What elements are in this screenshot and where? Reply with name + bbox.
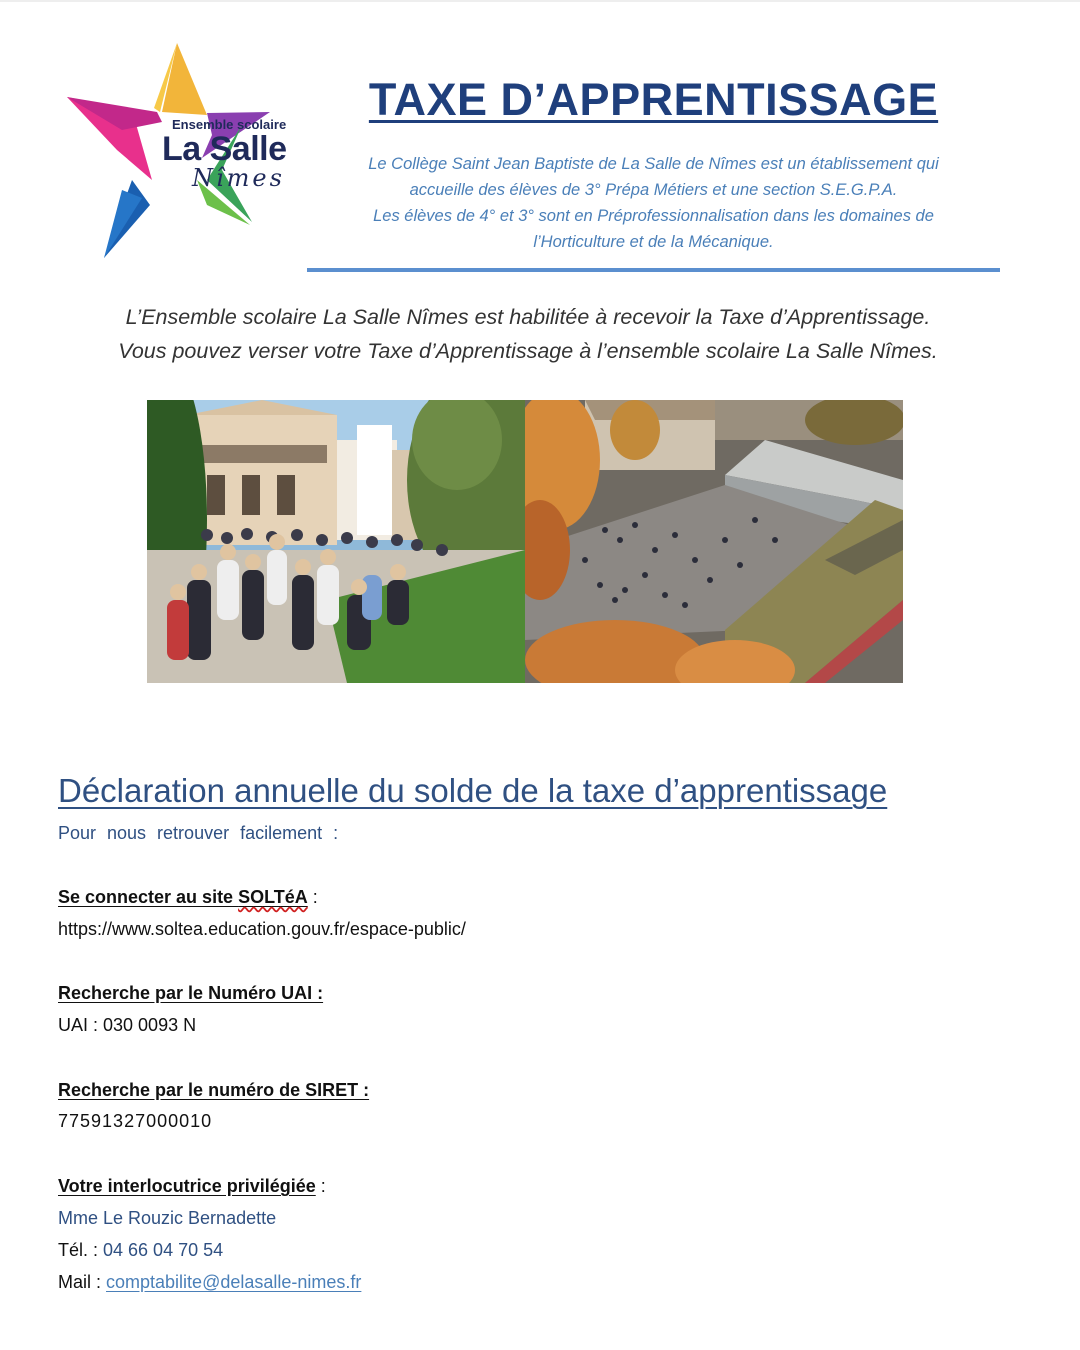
soltea-label-suffix: :: [307, 887, 318, 907]
page-title: TAXE D’APPRENTISSAGE: [368, 74, 939, 125]
contact-label-suffix: :: [315, 1176, 326, 1196]
habilitation-line: Vous pouvez verser votre Taxe d’Apprentissage à l’ensemble scolaire La Salle Nîmes.: [118, 339, 938, 363]
habilitation-line: L’Ensemble scolaire La Salle Nîmes est habilitée à recevoir la Taxe d’Apprentissage.: [125, 305, 931, 329]
mail-prefix: Mail :: [58, 1272, 107, 1292]
contact-name: Mme Le Rouzic Bernadette: [58, 1208, 277, 1228]
contact-label: [58, 1176, 326, 1197]
contact-label-text: Votre interlocutrice privilégiée: [58, 1176, 316, 1196]
intro-line: Les élèves de 4° et 3° sont en Préprofessionnalisation dans les domaines de: [373, 207, 934, 225]
siret-label: [58, 1080, 369, 1101]
soltea-url[interactable]: https://www.soltea.education.gouv.fr/espace-public/: [58, 919, 466, 939]
top-divider: [0, 0, 1080, 2]
logo-main-text: La Salle: [162, 130, 287, 168]
declaration-subtitle: Pour nous retrouver facilement :: [58, 823, 339, 843]
intro-paragraph: [307, 151, 1000, 255]
soltea-brand: SOLTéA: [238, 887, 308, 907]
soltea-label-prefix: Se connecter au site: [58, 887, 239, 907]
contact-phone: [58, 1240, 223, 1261]
logo-top-text: Ensemble scolaire: [172, 117, 287, 132]
declaration-heading: Déclaration annuelle du solde de la taxe d’apprentissage: [58, 772, 888, 809]
la-salle-logo: [62, 40, 297, 265]
uai-value: UAI : 030 0093 N: [58, 1015, 197, 1035]
header-rule: [307, 268, 1000, 272]
intro-line: l’Horticulture et de la Mécanique.: [533, 233, 774, 251]
school-courtyard-photo: [147, 400, 525, 683]
soltea-label-text: [58, 887, 308, 907]
email-link[interactable]: comptabilite@delasalle-nimes.fr: [106, 1272, 362, 1292]
soltea-label: [58, 887, 318, 908]
phone-number[interactable]: 04 66 04 70 54: [103, 1240, 224, 1260]
intro-line: accueille des élèves de 3° Prépa Métiers et une section S.E.G.P.A.: [409, 181, 898, 199]
siret-value: 77591327000010: [58, 1111, 213, 1131]
contact-mail: [58, 1272, 361, 1293]
uai-label: [58, 983, 323, 1004]
siret-label-text: Recherche par le numéro de SIRET :: [58, 1080, 370, 1100]
phone-prefix: Tél. :: [58, 1240, 104, 1260]
uai-label-text: Recherche par le Numéro UAI :: [58, 983, 324, 1003]
habilitation-paragraph: [70, 300, 986, 368]
intro-line: Le Collège Saint Jean Baptiste de La Salle de Nîmes est un établissement qui: [368, 155, 939, 173]
logo-sub-text: Nîmes: [192, 164, 285, 192]
school-aerial-photo: [525, 400, 903, 683]
